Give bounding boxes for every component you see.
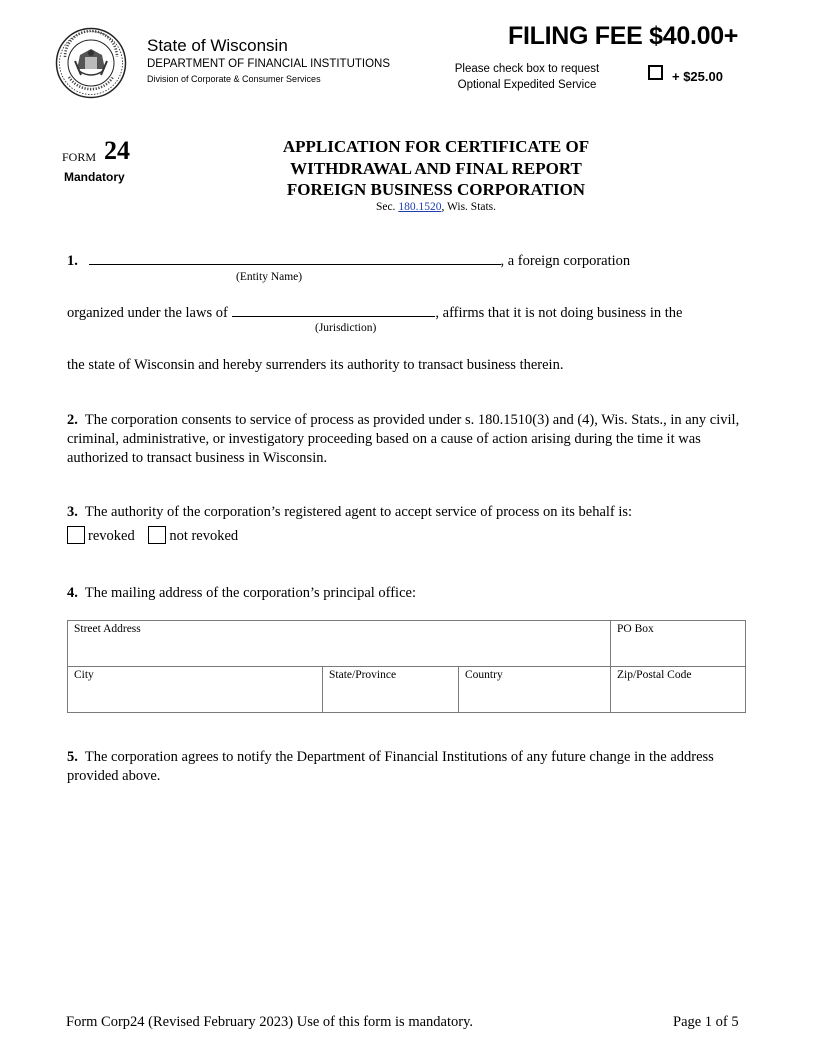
revoked-checkbox[interactable]	[67, 526, 85, 544]
expedite-fee: + $25.00	[672, 69, 723, 84]
item1-number: 1.	[67, 253, 78, 269]
zip-cell[interactable]	[611, 667, 746, 713]
item2-text: The corporation consents to service of process as provided under s. 180.1510(3) and (4), Wis. Stats., in any civil, criminal, administrative, or investigatory proceeding based on a cause of action arising during the time it was authorized to transact business in Wisconsin.	[67, 412, 740, 466]
address-row-2	[68, 667, 746, 713]
po-box-cell[interactable]	[611, 621, 746, 667]
country-label: Country	[465, 669, 503, 681]
item5-text: The corporation agrees to notify the Department of Financial Institutions of any future change in the address provided above.	[67, 749, 714, 784]
item3-text: The authority of the corporation’s registered agent to accept service of process on its behalf is:	[84, 504, 633, 520]
po-box-label: PO Box	[617, 623, 654, 635]
not-revoked-label: not revoked	[169, 528, 239, 544]
statute-reference	[236, 201, 636, 213]
item1-line2	[67, 304, 682, 323]
filing-fee-heading: FILING FEE $40.00+	[508, 22, 739, 50]
item4-paragraph	[67, 584, 416, 603]
item3-number: 3.	[67, 504, 78, 520]
expedite-instructions	[447, 61, 607, 93]
surrender-text: the state of Wisconsin and hereby surrenders its authority to transact business therein.	[67, 357, 564, 373]
address-table	[67, 620, 746, 713]
state-name: State of Wisconsin	[147, 36, 288, 55]
country-cell[interactable]	[459, 667, 611, 713]
item5-paragraph	[67, 748, 749, 786]
form-title	[236, 136, 636, 213]
entity-name-field[interactable]	[89, 252, 501, 265]
division-name: Division of Corporate & Consumer Services	[147, 74, 321, 84]
city-cell[interactable]	[68, 667, 323, 713]
expedite-checkbox[interactable]	[648, 65, 663, 80]
address-row-1	[68, 621, 746, 667]
revoked-label: revoked	[88, 528, 135, 544]
form-status: Mandatory	[64, 170, 125, 184]
state-province-cell[interactable]	[323, 667, 459, 713]
item5-number: 5.	[67, 749, 78, 765]
title-line-1: APPLICATION FOR CERTIFICATE OF	[282, 137, 590, 156]
form-label: FORM	[62, 150, 97, 164]
page-number: Page 1 of 5	[673, 1014, 739, 1030]
item1-foreign-text: , a foreign corporation	[500, 253, 631, 269]
street-address-label: Street Address	[74, 623, 141, 635]
title-line-2: WITHDRAWAL AND FINAL REPORT	[290, 158, 582, 178]
item2-number: 2.	[67, 412, 78, 428]
item2-paragraph	[67, 411, 749, 468]
jurisdiction-field[interactable]	[232, 304, 435, 317]
organized-text: organized under the laws of	[67, 305, 228, 321]
item4-number: 4.	[67, 585, 78, 601]
item4-text: The mailing address of the corporation’s principal office:	[84, 585, 416, 601]
form-number: 24	[104, 136, 130, 165]
street-address-cell[interactable]	[68, 621, 611, 667]
city-label: City	[74, 669, 94, 681]
statute-suffix: , Wis. Stats.	[441, 200, 497, 213]
jurisdiction-label: (Jurisdiction)	[315, 322, 377, 334]
zip-label: Zip/Postal Code	[617, 669, 692, 681]
department-name: DEPARTMENT OF FINANCIAL INSTITUTIONS	[147, 58, 391, 70]
footer-revision: Form Corp24 (Revised February 2023) Use of this form is mandatory.	[66, 1014, 474, 1030]
not-revoked-checkbox[interactable]	[148, 526, 166, 544]
item1-line1	[67, 252, 630, 271]
expedite-line-1: Please check box to request	[454, 63, 600, 75]
statute-link[interactable]: 180.1520	[398, 200, 442, 213]
title-line-3: FOREIGN BUSINESS CORPORATION	[286, 180, 586, 199]
revocation-options	[67, 526, 238, 546]
item3-paragraph	[67, 503, 632, 522]
expedite-line-2: Optional Expedited Service	[457, 79, 597, 91]
statute-prefix: Sec.	[375, 200, 396, 213]
entity-name-label: (Entity Name)	[236, 271, 303, 283]
state-province-label: State/Province	[329, 669, 397, 681]
state-seal-logo	[55, 27, 127, 99]
affirms-text: , affirms that it is not doing business in the	[435, 305, 683, 321]
